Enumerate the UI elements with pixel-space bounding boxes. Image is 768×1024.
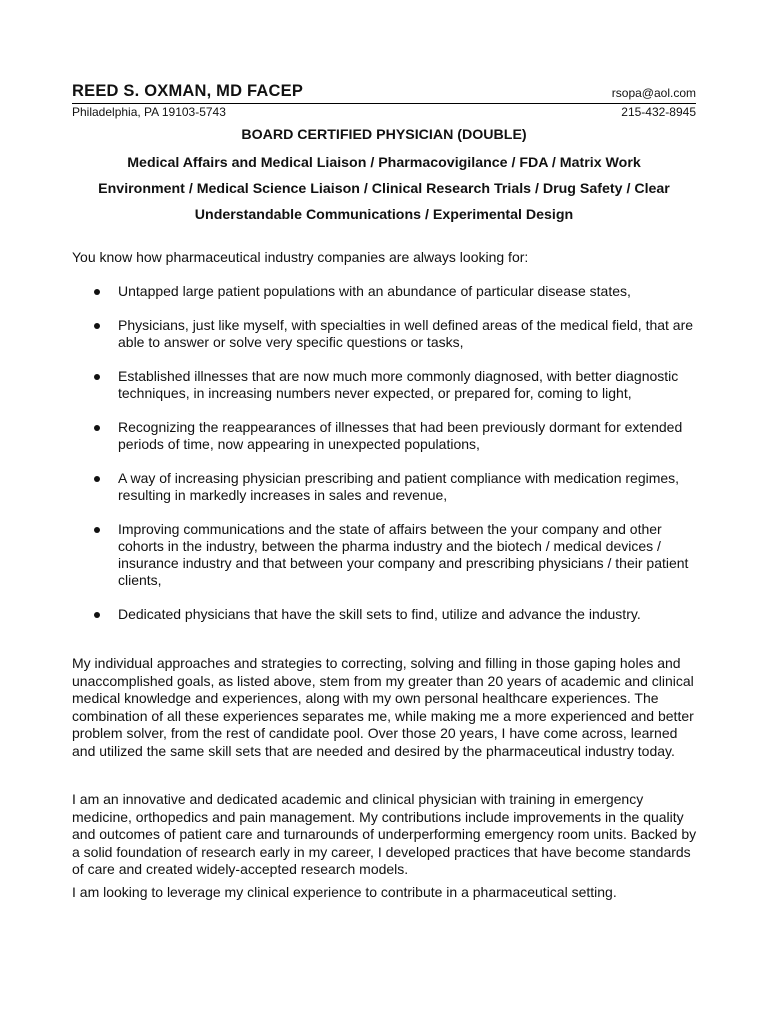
phone-number: 215-432-8945 (621, 105, 696, 119)
headline-title: BOARD CERTIFIED PHYSICIAN (DOUBLE) (241, 127, 527, 143)
list-item (72, 368, 702, 402)
bullet-icon (94, 425, 100, 431)
list-item-text: Recognizing the reappearances of illnesses that had been previously dormant for extended periods of time, now appearing in unexpected populations, (118, 419, 683, 452)
headline-keywords-line-1: Medical Affairs and Medical Liaison / Pharmacovigilance / FDA / Matrix Work (127, 155, 641, 171)
list-item-text: Dedicated physicians that have the skill sets to find, utilize and advance the industry. (118, 606, 641, 622)
bullet-icon (94, 374, 100, 380)
list-item-text: A way of increasing physician prescribing and patient compliance with medication regimes, resulting in markedly increases in sales and revenue, (118, 470, 680, 503)
intro-sentence: You know how pharmaceutical industry companies are always looking for: (72, 249, 529, 265)
bullet-icon (94, 323, 100, 329)
list-item-text: Physicians, just like myself, with specialties in well defined areas of the medical field, that are able to answer or solve very specific questions or tasks, (118, 317, 694, 350)
list-item (72, 606, 702, 623)
email-address[interactable]: rsopa@aol.com (611, 86, 696, 100)
objective-paragraph: I am looking to leverage my clinical experience to contribute in a pharmaceutical setting. (72, 884, 617, 900)
bullet-list (72, 283, 702, 640)
list-item (72, 419, 702, 453)
bullet-icon (94, 476, 100, 482)
list-item (72, 470, 702, 504)
header-divider (72, 103, 696, 104)
bullet-icon (94, 289, 100, 295)
approach-paragraph: My individual approaches and strategies to correcting, solving and filling in those gaping holes and unaccomplished goals, as listed above, stem from my greater than 20 years of academic and clinical medical knowledge and experiences, along with my own personal healthcare experiences. The combination of all these experiences separates me, while making me a more experienced and better problem solver, from the rest of candidate pool. Over those 20 years, I have come across, learned and utilized the same skill sets that are needed and desired by the pharmaceutical industry today. (72, 655, 694, 759)
headline-keywords-line-3: Understandable Communications / Experimental Design (194, 207, 574, 223)
list-item-text: Untapped large patient populations with an abundance of particular disease states, (118, 283, 631, 299)
profile-paragraph: I am an innovative and dedicated academic and clinical physician with training in emergency medicine, orthopedics and pain management. My contributions include improvements in the quality and outcomes of patient care and turnarounds of underperforming emergency room units. Backed by a solid foundation of research early in my career, I developed practices that have become standards of care and created widely-accepted research models. (72, 791, 697, 878)
list-item-text: Established illnesses that are now much more commonly diagnosed, with better diagnostic techniques, in increasing numbers never expected, or prepared for, coming to light, (118, 368, 679, 401)
list-item (72, 521, 702, 589)
bullet-icon (94, 527, 100, 533)
candidate-location: Philadelphia, PA 19103-5743 (72, 105, 226, 119)
list-item-text: Improving communications and the state of affairs between the your company and other cohorts in the industry, between the pharma industry and the biotech / medical devices / insurance industry and that between your company and prescribing physicians / their patient clients, (118, 521, 689, 588)
list-item (72, 317, 702, 351)
bullet-icon (94, 612, 100, 618)
headline-keywords-line-2: Environment / Medical Science Liaison / Clinical Research Trials / Drug Safety / Clear (98, 181, 670, 197)
list-item (72, 283, 702, 300)
candidate-name: REED S. OXMAN, MD FACEP (72, 82, 304, 100)
